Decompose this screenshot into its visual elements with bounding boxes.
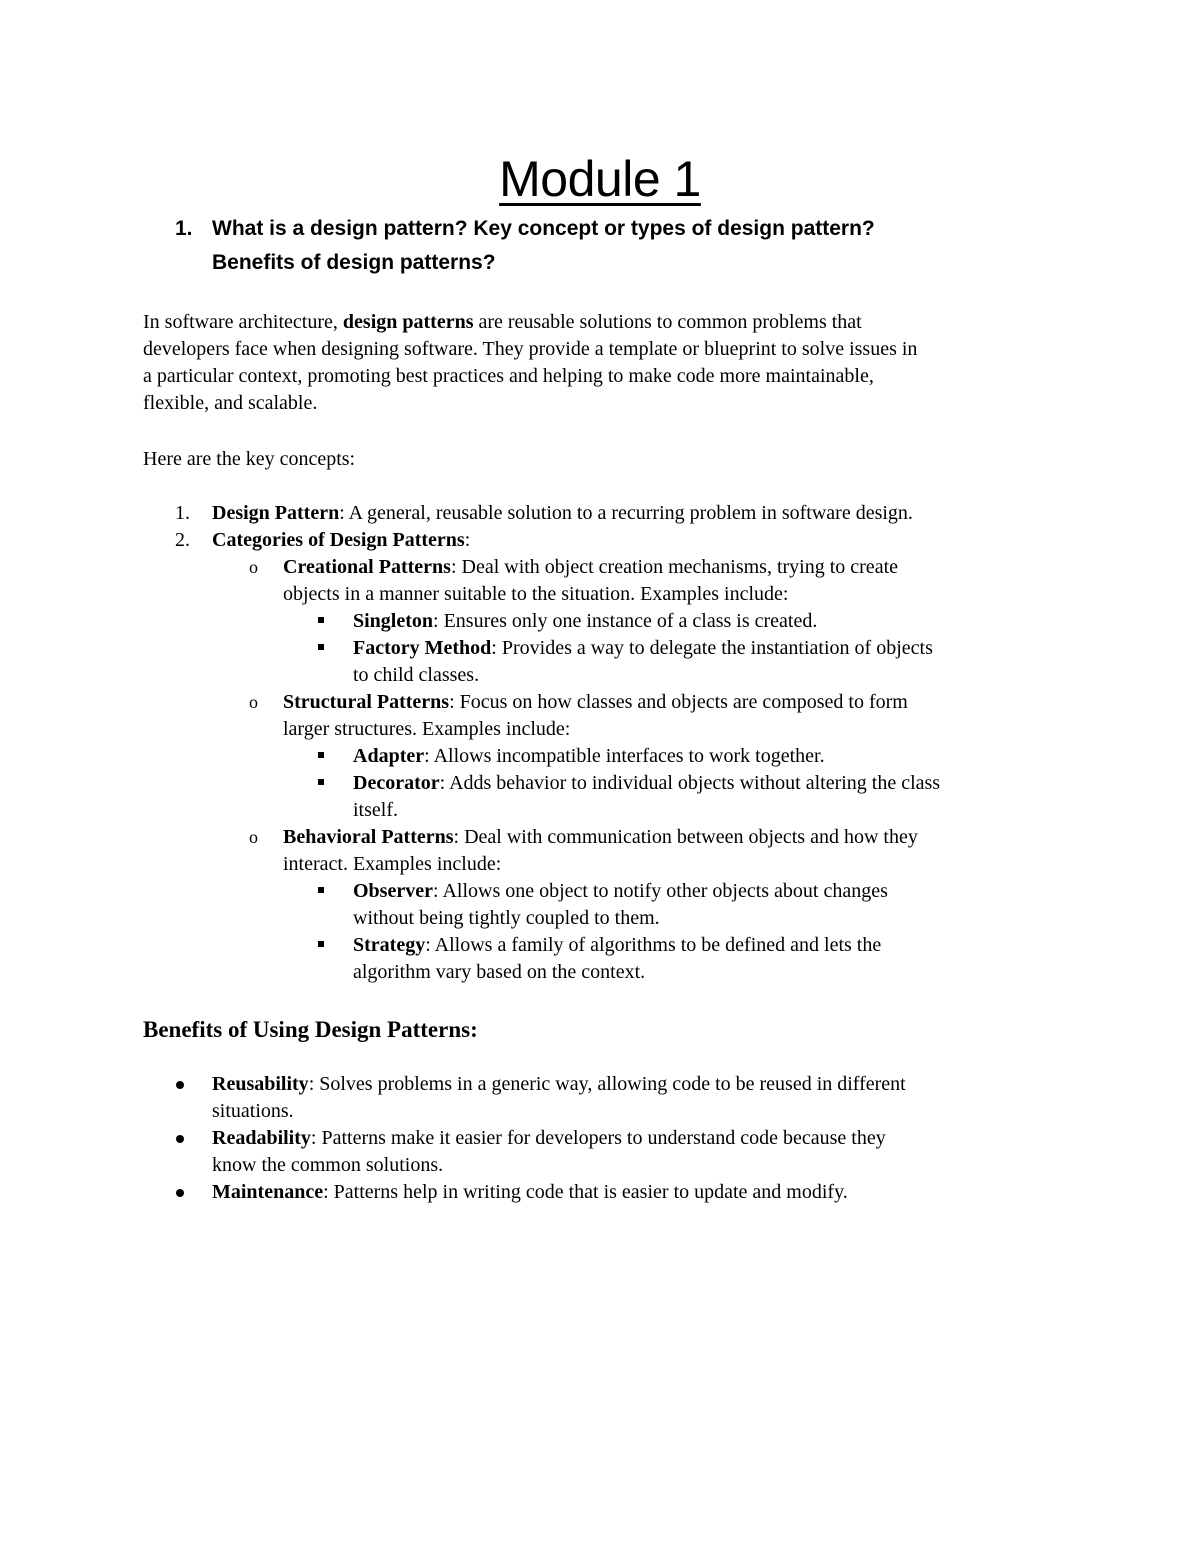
category-line-2: objects in a manner suitable to the situation. Examples include:: [283, 583, 789, 605]
square-bullet-icon: [318, 779, 324, 785]
square-bullet-icon: [318, 617, 324, 623]
circle-bullet-icon: o: [249, 692, 258, 712]
category-line-2: interact. Examples include:: [283, 853, 502, 875]
square-bullet-icon: [318, 644, 324, 650]
intro-line-3: a particular context, promoting best practices and helping to make code more maintainable,: [143, 365, 874, 387]
benefit-desc: : Solves problems in a generic way, allowing code to be reused in different: [308, 1073, 906, 1095]
example-item: [353, 743, 825, 770]
question-number: 1.: [175, 217, 193, 240]
square-bullet-icon: [318, 752, 324, 758]
category-line-1: [283, 689, 908, 716]
bullet-dot-icon: [176, 1189, 184, 1197]
example-desc: : Adds behavior to individual objects without altering the class: [439, 772, 941, 794]
example-item-continued: without being tightly coupled to them.: [353, 907, 660, 929]
square-bullet-icon: [318, 941, 324, 947]
category-line-2: larger structures. Examples include:: [283, 718, 571, 740]
example-desc: : Provides a way to delegate the instantiation of objects: [491, 637, 933, 659]
example-item: [353, 770, 940, 797]
example-desc: : Ensures only one instance of a class is created.: [433, 610, 818, 632]
category-desc: : Deal with object creation mechanisms, trying to create: [450, 556, 898, 578]
example-item: [353, 932, 881, 959]
example-term: Adapter: [353, 745, 425, 767]
example-term: Observer: [353, 880, 433, 902]
page-title: Module 1: [499, 151, 701, 207]
benefit-item-continued: situations.: [212, 1100, 294, 1122]
benefit-item-continued: know the common solutions.: [212, 1154, 444, 1176]
intro-line-2: developers face when designing software. They provide a template or blueprint to solve issues in: [143, 338, 918, 360]
question-line-2: Benefits of design patterns?: [212, 251, 496, 274]
example-term: Factory Method: [353, 637, 492, 659]
category-desc: : Focus on how classes and objects are composed to form: [449, 691, 908, 713]
example-item: [353, 878, 888, 905]
bullet-dot-icon: [176, 1135, 184, 1143]
example-item: [353, 608, 817, 635]
intro-bold-term: design patterns: [342, 311, 474, 333]
benefits-heading: Benefits of Using Design Patterns:: [143, 1017, 478, 1042]
benefit-item: [212, 1179, 848, 1206]
concept-desc: :: [464, 529, 471, 551]
bullet-dot-icon: [176, 1081, 184, 1089]
example-item-continued: algorithm vary based on the context.: [353, 961, 646, 983]
concept-term: Design Pattern: [212, 502, 340, 524]
benefit-term: Readability: [212, 1127, 311, 1149]
list-number: 1.: [175, 502, 190, 524]
category-term: Behavioral Patterns: [283, 826, 454, 848]
benefit-term: Reusability: [212, 1073, 309, 1095]
example-desc: : Allows one object to notify other objects about changes: [432, 880, 888, 902]
example-desc: : Allows incompatible interfaces to work together.: [424, 745, 825, 767]
intro-line-4: flexible, and scalable.: [143, 392, 318, 414]
intro-line-1: [143, 309, 862, 336]
square-bullet-icon: [318, 887, 324, 893]
example-term: Singleton: [353, 610, 434, 632]
example-item: [353, 635, 933, 662]
example-item-continued: to child classes.: [353, 664, 480, 686]
category-term: Creational Patterns: [283, 556, 451, 578]
category-term: Structural Patterns: [283, 691, 450, 713]
list-item-text: [212, 500, 913, 527]
category-desc: : Deal with communication between objects and how they: [453, 826, 918, 848]
list-number: 2.: [175, 529, 190, 551]
example-item-continued: itself.: [353, 799, 398, 821]
circle-bullet-icon: o: [249, 557, 258, 577]
intro-text: are reusable solutions to common problems that: [473, 311, 862, 333]
benefit-item: [212, 1125, 886, 1152]
concept-desc: : A general, reusable solution to a recurring problem in software design.: [339, 502, 913, 524]
question-line-1: What is a design pattern? Key concept or types of design pattern?: [212, 217, 875, 240]
benefit-desc: : Patterns help in writing code that is easier to update and modify.: [323, 1181, 848, 1203]
list-item-text: [212, 527, 470, 554]
key-concepts-intro: Here are the key concepts:: [143, 448, 356, 470]
category-line-1: [283, 554, 898, 581]
benefit-desc: : Patterns make it easier for developers to understand code because they: [310, 1127, 886, 1149]
concept-term: Categories of Design Patterns: [212, 529, 465, 551]
example-term: Decorator: [353, 772, 440, 794]
benefit-item: [212, 1071, 906, 1098]
example-term: Strategy: [353, 934, 426, 956]
example-desc: : Allows a family of algorithms to be defined and lets the: [425, 934, 882, 956]
intro-text: In software architecture,: [143, 311, 343, 333]
circle-bullet-icon: o: [249, 827, 258, 847]
benefit-term: Maintenance: [212, 1181, 324, 1203]
category-line-1: [283, 824, 918, 851]
